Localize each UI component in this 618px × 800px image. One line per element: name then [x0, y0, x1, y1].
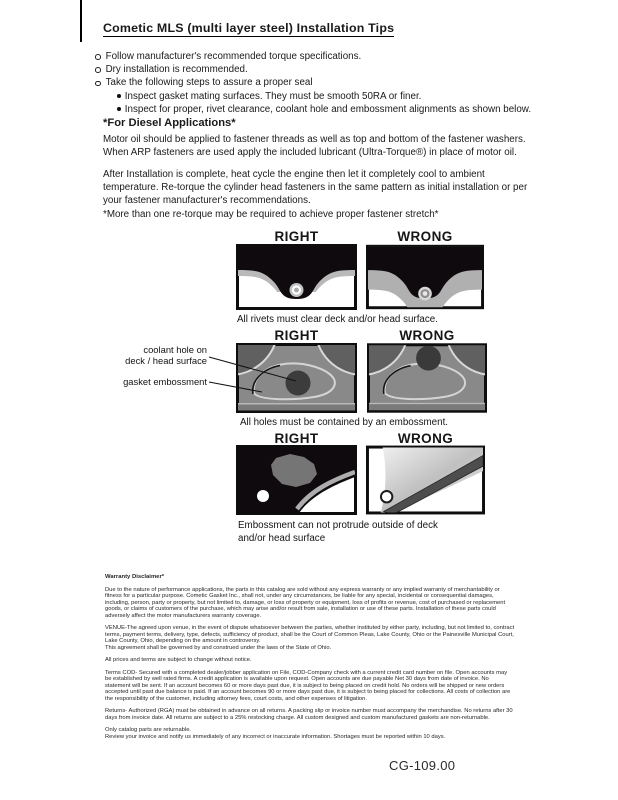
legal-heading: Warranty Disclaimer*: [105, 574, 165, 580]
legal-paragraph: Due to the nature of performance applications, the parts in this catalog are sold without any express warranty or any implied warranty of merchantability or fitness for a particular purpose. Cometic Gasket Inc., shall not, under any circumstances, be liable for any special, incidental or consequential damages, including, person, party or property, but not limited to, damage, or loss of property or equipment, loss of profits or revenue, cost of purchased or replacement goods, or claims of customers of the purchase, which may arise and/or result from sale, installation or use of these parts. Installation of these parts could adversely affect the motor manufacturers warranty coverage.: [105, 586, 506, 619]
rivet-clear-wrong-illustration: [366, 244, 484, 310]
bullet-icon: [117, 94, 121, 98]
diagram1-caption: All rivets must clear deck and/or head surface.: [237, 314, 438, 325]
wrong-label: WRONG: [397, 229, 453, 244]
open-bullet-icon: [95, 54, 101, 60]
diagram3-caption-line: and/or head surface: [238, 533, 326, 544]
diagram2-right-panel: [236, 343, 357, 413]
tip-item: [95, 63, 535, 76]
open-bullet-icon: [95, 67, 101, 73]
tip-text: Inspect for proper, rivet clearance, coolant hole and embossment alignments as shown below.: [124, 103, 532, 115]
diagram3-caption-line: Embossment can not protrude outside of deck: [238, 520, 438, 531]
tip-item: [95, 50, 535, 63]
embossment-contained-wrong-illustration: [367, 343, 487, 413]
legal-paragraph: VENUE-The agreed upon venue, in the event of dispute whatsoever between the parties, whether instituted by either party, including, but not limited to, contract terms, payment terms, delivery, type, defects, sufficiency of product, shall be the Court of Common Pleas, Lake County, Ohio or the Painesville Municipal Court, Lake County, Ohio, depending on the amount in controversy.: [105, 625, 515, 644]
tip-sub-item: [95, 90, 535, 103]
legal-paragraph: Terms COD- Secured with a completed dealer/jobber application on File, COD-Company check with a current credit card number on file. Open accounts may be established by well rated firms. A credit application is available upon request. Open accounts are due payable Net 30 days from date of invoice. No statement will be sent. If an account becomes 60 or more days past due, it is subject to being placed on credit hold. No orders will be shipped or new orders accepted until past due balance is paid. If an account becomes 90 or more days past due, it is subject to being placed for collections. All costs of collection are the responsibility of the customer, including attorney fees, court costs, and other expenses of litigation.: [105, 669, 511, 702]
wrong-label: WRONG: [399, 328, 455, 343]
rivet-clear-right-illustration: [236, 244, 357, 310]
crop-mark: [80, 0, 82, 42]
diagram2-wrong-panel: [367, 343, 487, 413]
page-code: CG-109.00: [389, 758, 456, 773]
tip-sub-item: [95, 103, 535, 116]
right-label: RIGHT: [274, 229, 319, 244]
diesel-paragraph: *More than one re-torque may be required to achieve proper fastener stretch*: [103, 209, 439, 220]
protrude-wrong-illustration: [366, 445, 485, 515]
right-label: RIGHT: [274, 328, 319, 343]
tip-text: Dry installation is recommended.: [105, 64, 248, 76]
diagram2-caption: All holes must be contained by an embossment.: [240, 417, 449, 428]
legal-paragraph: Returns- Authorized (RGA) must be obtained in advance on all returns. A packing slip or invoice number must accompany the merchandise. No returns after 30 days from invoice date. All returns are subject to a 25% restocking charge. All custom designed and custom manufactured gaskets are non-returnable.: [105, 708, 513, 721]
installation-tips-list: [95, 50, 535, 116]
legal-paragraph: Review your invoice and notify us immediately of any incorrect or inaccurate information. Shortages must be reported within 10 days.: [105, 733, 446, 740]
warranty-disclaimer-section: [105, 574, 515, 746]
legal-paragraph: Only catalog parts are returnable.: [105, 727, 192, 733]
tip-text: Inspect gasket mating surfaces. They must be smooth 50RA or finer.: [124, 90, 422, 102]
tip-item: [95, 76, 535, 89]
page-title: Cometic MLS (multi layer steel) Installation Tips: [103, 21, 395, 35]
diagram3-right-panel: [236, 445, 357, 515]
legal-paragraph: All prices and terms are subject to change without notice.: [105, 657, 252, 663]
legal-paragraph: This agreement shall be governed by and construed under the laws of the State of Ohio.: [105, 644, 332, 651]
annotation-line: coolant hole on: [143, 344, 207, 355]
diesel-paragraph: After Installation is complete, heat cycle the engine then let it completely cool to ambient temperature. Re-torque the cylinder head fasteners in the same pattern as initial installation or per your fastener manufacturer's recommendations.: [103, 169, 528, 206]
wrong-label: WRONG: [397, 431, 454, 446]
annotation-line: deck / head surface: [125, 355, 207, 367]
diesel-paragraph: Motor oil should be applied to fastener threads as well as top and bottom of the fastener washers. When ARP fasteners are used apply the included lubricant (Ultra-Torque®) in place of motor oil.: [103, 134, 526, 158]
open-bullet-icon: [95, 81, 101, 87]
embossment-contained-right-illustration: [236, 343, 357, 413]
annotation-coolant-hole: [85, 344, 207, 366]
tip-text: Take the following steps to assure a proper seal: [105, 77, 313, 89]
annotation-gasket-embossment: gasket embossment: [123, 376, 207, 387]
protrude-right-illustration: [236, 445, 357, 515]
right-label: RIGHT: [274, 431, 319, 446]
diagram1-wrong-panel: [366, 244, 484, 310]
bullet-icon: [117, 107, 121, 111]
diagram3-caption: [238, 519, 438, 545]
diagram3-wrong-panel: [366, 445, 485, 515]
diesel-applications-heading: *For Diesel Applications*: [103, 117, 236, 129]
diagram1-right-panel: [236, 244, 357, 310]
tip-text: Follow manufacturer's recommended torque specifications.: [105, 51, 362, 62]
